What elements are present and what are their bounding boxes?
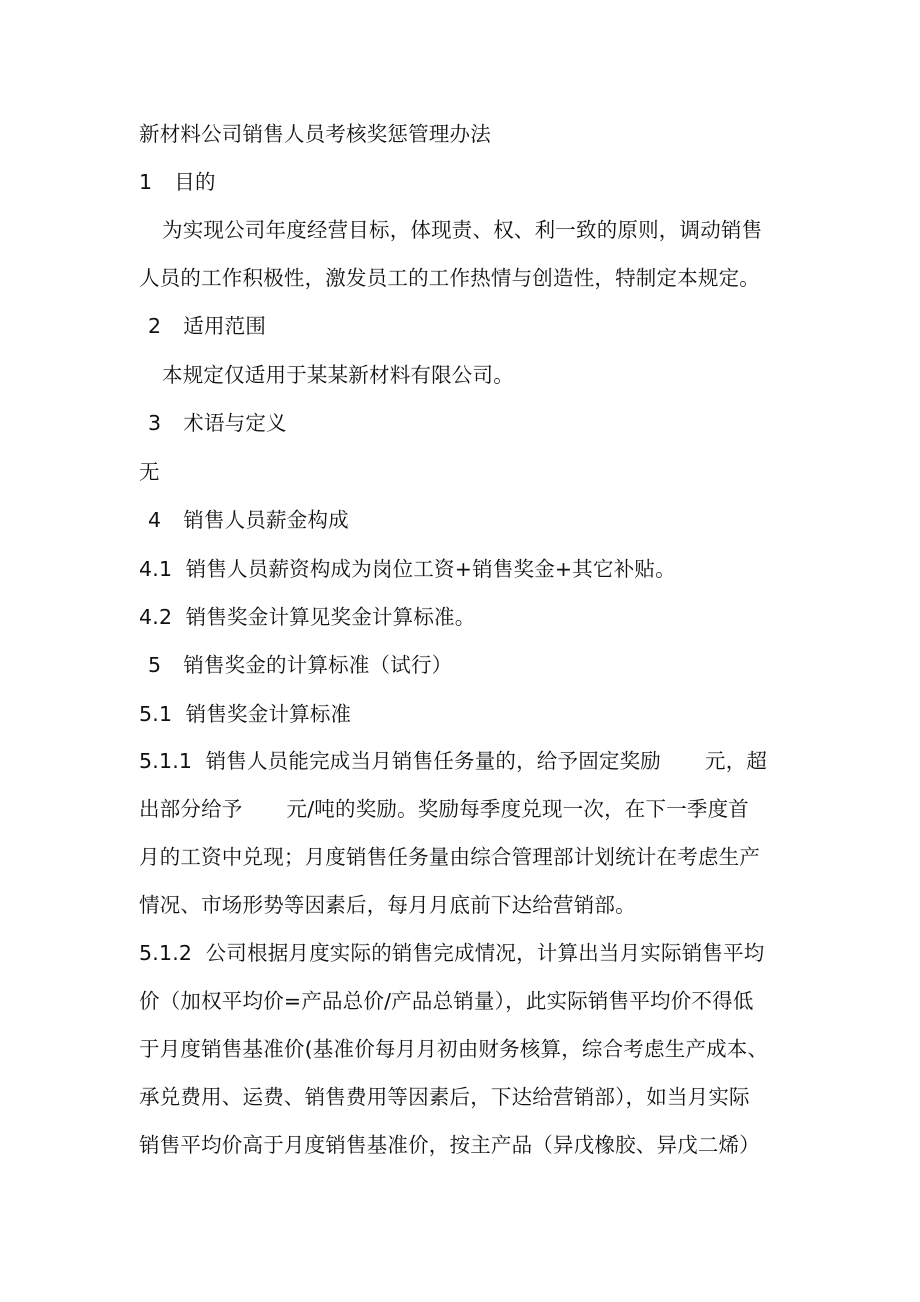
section-heading-text: 销售奖金的计算标准（试行）: [183, 653, 453, 677]
clause-number: 5.1.2: [139, 941, 193, 965]
clause-text: 情况、市场形势等因素后，每月月底前下达给营销部。: [139, 893, 636, 917]
para-text: 本规定仅适用于某某新材料有限公司。: [162, 363, 514, 387]
clause-text: 公司根据月度实际的销售完成情况，计算出当月实际销售平均: [205, 941, 765, 965]
item-4-2: [139, 603, 799, 631]
item-4-1: [139, 555, 799, 583]
section-number: 3: [148, 411, 162, 435]
clause-5-1-1-line-4: [139, 891, 799, 919]
section-number: 1: [139, 170, 153, 194]
clause-text: 元，超: [705, 749, 768, 773]
section-1-para-line-2: [139, 264, 799, 292]
clause-5-1-2-line-5: [139, 1131, 799, 1159]
clause-text: 价（加权平均价=产品总价/产品总销量），此实际销售平均价不得低: [139, 989, 754, 1013]
clause-text: 承兑费用、运费、销售费用等因素后，下达给营销部），如当月实际: [139, 1085, 750, 1109]
para-text: 为实现公司年度经营目标，体现责、权、利一致的原则，调动销售: [162, 218, 763, 242]
section-number: 2: [148, 314, 162, 338]
clause-text: 出部分给予: [139, 797, 243, 821]
item-text: 销售奖金计算标准: [185, 702, 352, 726]
para-text: 无: [139, 460, 160, 484]
item-5-1: [139, 700, 799, 728]
item-text: 销售奖金计算见奖金计算标准。: [185, 605, 476, 629]
section-5-heading: [148, 651, 808, 679]
section-4-heading: [148, 506, 808, 534]
clause-5-1-2-line-1: [139, 939, 799, 967]
clause-5-1-2-line-2: [139, 987, 799, 1015]
title-text: 新材料公司销售人员考核奖惩管理办法: [139, 122, 491, 146]
section-2-heading: [148, 312, 808, 340]
clause-text: 销售人员能完成当月销售任务量的，给予固定奖励: [205, 749, 662, 773]
clause-5-1-2-line-4: [139, 1083, 799, 1111]
section-heading-text: 目的: [174, 170, 216, 194]
item-number: 4.2: [139, 605, 173, 629]
section-heading-text: 术语与定义: [183, 411, 287, 435]
clause-number: 5.1.1: [139, 749, 193, 773]
clause-text: 元/吨的奖励。奖励每季度兑现一次，在下一季度首: [286, 797, 750, 821]
section-3-heading: [148, 409, 808, 437]
clause-5-1-1-line-2: [139, 795, 799, 823]
section-number: 4: [148, 508, 162, 532]
clause-5-1-1-line-1: [139, 747, 799, 775]
section-3-para: [139, 458, 799, 486]
section-1-para-line-1: [162, 216, 822, 244]
section-number: 5: [148, 653, 162, 677]
item-text: 销售人员薪资构成为岗位工资+销售奖金+其它补贴。: [185, 557, 676, 581]
document-title: [139, 120, 799, 148]
clause-5-1-1-line-3: [139, 843, 799, 871]
section-heading-text: 销售人员薪金构成: [183, 508, 349, 532]
item-number: 4.1: [139, 557, 173, 581]
clause-5-1-2-line-3: [139, 1035, 799, 1063]
clause-text: 于月度销售基准价(基准价每月月初由财务核算，综合考虑生产成本、: [139, 1037, 769, 1061]
section-1-heading: [139, 168, 799, 196]
para-text: 人员的工作积极性，激发员工的工作热情与创造性，特制定本规定。: [139, 266, 760, 290]
clause-text: 销售平均价高于月度销售基准价，按主产品（异戊橡胶、异戊二烯）: [139, 1133, 760, 1157]
item-number: 5.1: [139, 702, 173, 726]
section-heading-text: 适用范围: [183, 314, 267, 338]
clause-text: 月的工资中兑现；月度销售任务量由综合管理部计划统计在考虑生产: [139, 845, 760, 869]
section-2-para: [162, 361, 822, 389]
